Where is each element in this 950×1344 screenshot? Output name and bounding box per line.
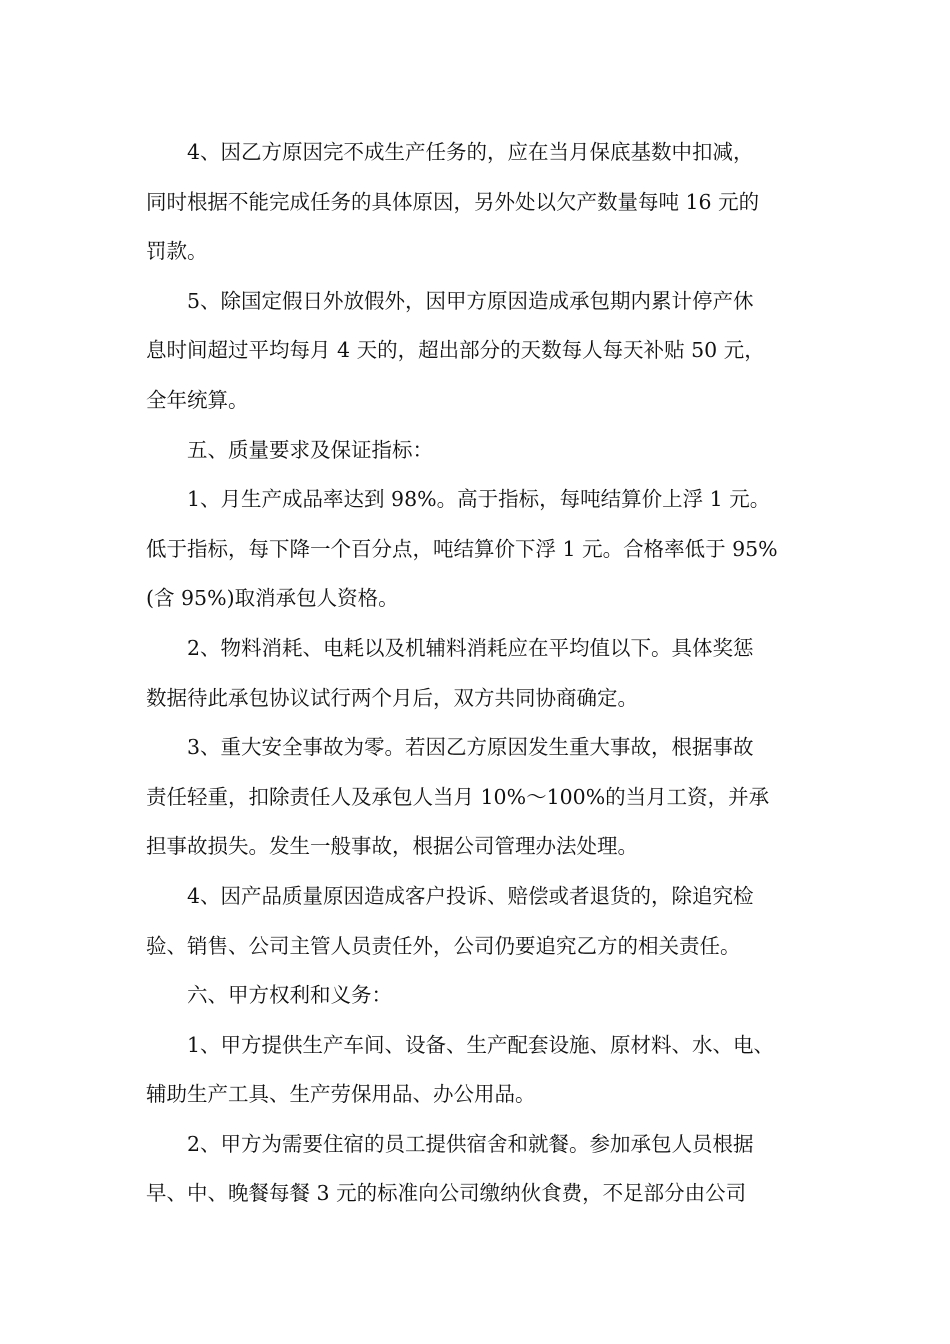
section-5-heading	[146, 426, 806, 476]
text-line: 4、因产品质量原因造成客户投诉、赔偿或者退货的，除追究检	[187, 883, 754, 908]
text-line: 同时根据不能完成任务的具体原因，另外处以欠产数量每吨 16 元的	[146, 189, 760, 214]
text-line: 息时间超过平均每月 4 天的，超出部分的天数每人每天补贴 50 元，	[146, 338, 765, 363]
clause-4-1	[146, 128, 806, 277]
text-line: 全年统算。	[146, 387, 249, 412]
clause-6-1	[146, 1021, 806, 1120]
section-heading: 五、质量要求及保证指标：	[187, 437, 433, 462]
clause-5-quality-4	[146, 872, 806, 971]
text-line: 低于指标，每下降一个百分点，吨结算价下浮 1 元。合格率低于 95%	[146, 536, 778, 561]
text-line: 担事故损失。发生一般事故，根据公司管理办法处理。	[146, 834, 638, 859]
text-line: 数据待此承包协议试行两个月后，双方共同协商确定。	[146, 685, 638, 710]
text-line: 3、重大安全事故为零。若因乙方原因发生重大事故，根据事故	[187, 735, 754, 760]
clause-6-2	[146, 1120, 806, 1219]
text-line: 5、除国定假日外放假外，因甲方原因造成承包期内累计停产休	[187, 288, 754, 313]
clause-5-quality-2	[146, 624, 806, 723]
text-line: 1、月生产成品率达到 98%。高于指标，每吨结算价上浮 1 元。	[187, 487, 771, 512]
text-line: 早、中、晚餐每餐 3 元的标准向公司缴纳伙食费，不足部分由公司	[146, 1181, 747, 1206]
text-line: 责任轻重，扣除责任人及承包人当月 10%～100%的当月工资，并承	[146, 784, 770, 809]
text-line: 2、甲方为需要住宿的员工提供宿舍和就餐。参加承包人员根据	[187, 1131, 754, 1156]
text-line: 验、销售、公司主管人员责任外，公司仍要追究乙方的相关责任。	[146, 933, 741, 958]
text-line: 1、甲方提供生产车间、设备、生产配套设施、原材料、水、电、	[187, 1032, 775, 1057]
text-line: 罚款。	[146, 239, 208, 264]
text-line: 2、物料消耗、电耗以及机辅料消耗应在平均值以下。具体奖惩	[187, 635, 754, 660]
section-6-heading	[146, 971, 806, 1021]
text-line: 4、因乙方原因完不成生产任务的，应在当月保底基数中扣减，	[187, 140, 754, 164]
clause-5-quality-3	[146, 723, 806, 872]
document-body	[146, 128, 806, 1219]
text-line: (含 95%)取消承包人资格。	[146, 586, 399, 611]
text-line: 辅助生产工具、生产劳保用品、办公用品。	[146, 1082, 536, 1107]
clause-5-1	[146, 277, 806, 426]
section-heading: 六、甲方权利和义务：	[187, 983, 392, 1008]
clause-5-quality-1	[146, 475, 806, 624]
